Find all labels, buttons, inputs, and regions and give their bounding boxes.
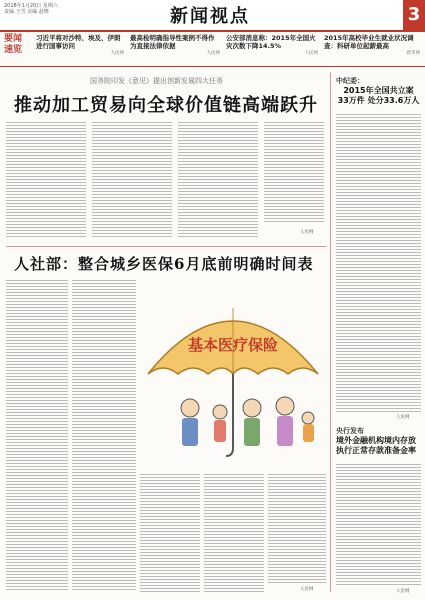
sidebar-top-headline-1[interactable]: 2015年全国共立案 xyxy=(343,86,414,95)
sidebar-bottom-headline-1[interactable]: 境外金融机构境内存放 xyxy=(336,436,416,445)
sidebar-top-headline-2[interactable]: 33万件 处分33.6万人 xyxy=(337,96,420,105)
lead-story-body-col4 xyxy=(264,120,324,224)
second-story-body-col2 xyxy=(72,278,136,592)
second-story-body-col4 xyxy=(204,472,264,592)
lead-story-kicker: 国务院印发《意见》提出创新发展四大任务 xyxy=(90,77,223,85)
page-header xyxy=(0,0,425,32)
second-story-source: 人民网 xyxy=(300,587,314,592)
lead-story-body-col3 xyxy=(178,120,258,238)
sidebar-bottom xyxy=(336,426,421,456)
sidebar-bottom-headline-2[interactable]: 执行正常存款准备金率 xyxy=(336,446,416,455)
sidebar-bottom-body xyxy=(336,462,421,586)
column-divider xyxy=(330,72,331,592)
second-story-body-col3 xyxy=(140,472,200,592)
sidebar-bottom-kicker: 央行发布 xyxy=(336,427,364,435)
quick-news-item[interactable] xyxy=(36,34,124,58)
quick-news-source: 人民网 xyxy=(206,51,220,56)
editor-line: 责编 王雪 美编 赵晓 xyxy=(4,9,49,15)
quick-news-source: 人民网 xyxy=(110,51,124,56)
quick-news-item[interactable] xyxy=(130,34,220,58)
sidebar-top-kicker: 中纪委： xyxy=(336,77,364,85)
lead-story-body-col2 xyxy=(92,120,172,238)
sidebar-top-source: 人民网 xyxy=(396,415,410,420)
quick-news-source: 新华网 xyxy=(406,51,420,56)
story-divider xyxy=(6,246,326,247)
date-line: 2018年1月20日 星期六 xyxy=(4,3,58,9)
lead-story-headline[interactable]: 推动加工贸易向全球价值链高端跃升 xyxy=(14,95,318,116)
quick-news-source: 人民网 xyxy=(304,51,318,56)
second-story-headline[interactable]: 人社部：整合城乡医保6月底前明确时间表 xyxy=(14,255,314,273)
second-story-body-col5 xyxy=(268,472,326,584)
quick-news-bar xyxy=(0,32,425,67)
quick-news-label: 要闻速览 xyxy=(4,34,23,55)
page-number: 3 xyxy=(403,0,425,30)
quick-news-item[interactable] xyxy=(324,34,420,58)
quick-news-title: 2015年高校毕业生就业状况调查：科研单位起薪最高 xyxy=(324,34,414,50)
quick-news-title: 习近平将对沙特、埃及、伊朗进行国事访问 xyxy=(36,34,121,50)
sidebar-top-body xyxy=(336,112,421,412)
lead-story-body-col1 xyxy=(6,120,86,238)
lead-story-source: 人民网 xyxy=(300,230,314,235)
second-story-body-col1 xyxy=(6,278,68,592)
sidebar-top xyxy=(336,76,421,106)
header-meta xyxy=(4,3,58,15)
quick-news-title: 最高检明确指导性案例不得作为直接法律依据 xyxy=(130,34,215,50)
quick-news-title: 公安部消息称：2015年全国火灾次数下降14.5% xyxy=(226,34,316,50)
umbrella-illustration xyxy=(140,278,326,470)
sidebar-bottom-source: 人民网 xyxy=(396,589,410,594)
quick-news-item[interactable] xyxy=(226,34,318,58)
umbrella-label: 基本医疗保险 xyxy=(187,336,279,354)
section-title: 新闻视点 xyxy=(170,6,250,27)
